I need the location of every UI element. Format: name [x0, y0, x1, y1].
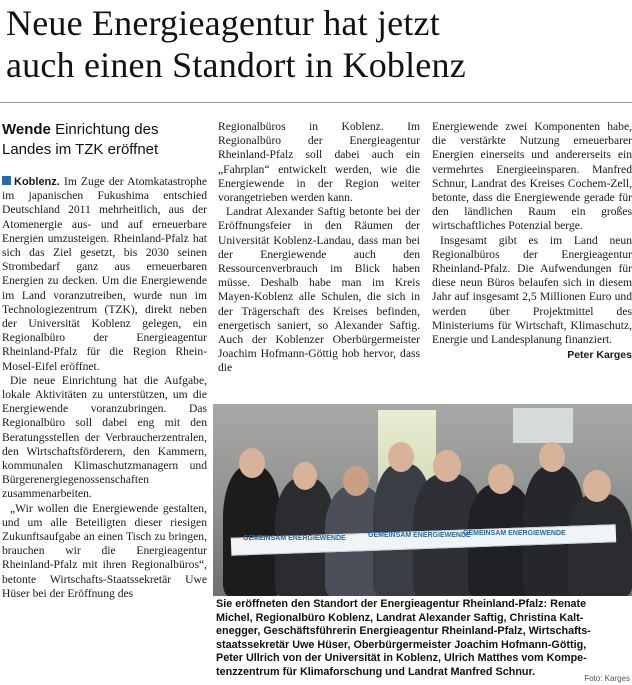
- article-paragraph: „Wir wollen die Energiewende gestalten, und um alle Beteiligten dieser riesigen Zukunftsaufgabe an einen Tisch zu bringen, brauchen wir die Energieagentur Rheinland-Pfalz mit ihren Regionalbüros“, betonte Wirtschafts-Staatssekretär Uwe Hüser bei der Eröffnung des: [2, 501, 207, 600]
- article-paragraph: Regionalbüros in Koblenz. Im Regionalbüro der Energieagentur Rheinland-Pfalz soll dabei auch ein „Fahrplan“ entwickelt werden, wie die Energiewende in der Region weiter vorangetrieben werden kann.: [218, 120, 420, 205]
- dateline: Koblenz.: [14, 176, 60, 188]
- photo-person-head: [293, 462, 317, 490]
- photo-screen: [513, 408, 573, 443]
- photo-caption: [216, 598, 632, 680]
- subhead: [2, 120, 207, 160]
- subhead-kicker: Wende: [2, 121, 51, 138]
- ribbon-text-right: GEMEINSAM ENERGIEWENDE: [463, 530, 566, 537]
- photo-person-head: [433, 450, 461, 482]
- subhead-text: Einrichtung des Landes im TZK eröffnet: [2, 121, 159, 158]
- caption-line: enegger, Geschäftsführerin Energieagentur Rheinland-Pfalz, Wirtschafts-: [216, 625, 591, 638]
- article-paragraph: Landrat Alexander Saftig betonte bei der Eröffnungsfeier in den Räumen der Universität Koblenz-Landau, dass man bei der Energiewende auch den Ressourcenverbrauch im Blick haben müsse. Deshalb habe man im Kreis Mayen-Koblenz alle Schulen, die sich in der Trägerschaft des Kreises befinden, energetisch saniert, so Alexander Saftig. Auch der Koblenzer Oberbürgermeister Joachim Hofmann-Göttig hob hervor, dass die: [218, 205, 420, 375]
- ribbon-text-left: GEMEINSAM ENERGIEWENDE: [243, 535, 346, 542]
- article-paragraph: Die neue Einrichtung hat die Aufgabe, lokale Aktivitäten zu unterstützen, um die Energiewende voranzubringen. Das Regionalbüro soll dabei eng mit den Beratungsstellen der Verbraucherzentralen, den Wirtschaftsförderern, den Kammern, kommunalen Klimaschutzmanagern und Bürgerenergiegenossenschaften zusammenarbeiten.: [2, 373, 207, 501]
- headline-line-1: Neue Energieagentur hat jetzt: [6, 3, 440, 43]
- article-column-3: [432, 120, 632, 362]
- ribbon-text-center: GEMEINSAM ENERGIEWENDE: [368, 532, 471, 539]
- photo-person: [223, 466, 281, 596]
- caption-line: Michel, Regionalbüro Koblenz, Landrat Alexander Saftig, Christina Kalt-: [216, 611, 584, 624]
- caption-line: staatssekretär Uwe Hüser, Oberbürgermeister Joachim Hofmann-Göttig,: [216, 638, 587, 651]
- article-column-1: [2, 175, 207, 601]
- photo-person-head: [539, 442, 565, 472]
- photo-person-head: [488, 464, 514, 494]
- article-paragraph: Insgesamt gibt es im Land neun Regionalbüros der Energieagentur Rheinland-Pfalz. Die Aufwendungen für diese neun Büros belaufen sich in diesem Jahr auf insgesamt 2,5 Millionen Euro und werden über Projektmittel des Ministeriums für Wirtschaft, Klimaschutz, Energie und Landesplanung finanziert.: [432, 233, 632, 347]
- caption-line: Sie eröffneten den Standort der Energieagentur Rheinland-Pfalz: Renate: [216, 598, 587, 610]
- headline: [6, 2, 630, 86]
- photo-person-head: [583, 470, 611, 502]
- group-photo: [213, 404, 632, 596]
- paragraph-text: Im Zuge der Atomkatastrophe im japanischen Fukushima entschied Deutschland 2011 mehrheitlich, aus der Atomenergie aus- und auf erneuerbare Energien umzusteigen. Rheinland-Pfalz hat sich das Ziel gesetzt, bis 2030 seinen Strombedarf ganz aus erneuerbaren Energien zu decken. Um die Energiewende im Land voranzutreiben, wurde nun im Technologiezentrum (TZK), direkt neben der Universität Koblenz gelegen, ein Regionalbüro der Energieagentur Rheinland-Pfalz für die Region Rhein-Mosel-Eifel eröffnet.: [2, 175, 207, 373]
- author-byline: Peter Karges: [567, 349, 632, 362]
- caption-line: tenzzentrum für Klimaforschung und Landrat Manfred Schnur.: [216, 665, 536, 678]
- article-paragraph: Energiewende zwei Komponenten habe, die verstärkte Nutzung erneuerbarer Energien einerseits und andererseits ein vermehrtes Energieeinsparen. Manfred Schnur, Landrat des Kreises Cochem-Zell, betonte, dass die Energiewende gerade für den ländlichen Raum ein großes wirtschaftliches Potenzial berge.: [432, 120, 632, 233]
- photo-person: [568, 494, 632, 596]
- caption-line: Peter Ullrich von der Universität in Koblenz, Ulrich Matthes vom Kompe-: [216, 652, 587, 665]
- photo-person-head: [343, 466, 369, 496]
- article-paragraph: [2, 175, 207, 374]
- headline-rule: [0, 102, 632, 103]
- photo-person-head: [388, 442, 414, 472]
- bullet-square-icon: [2, 176, 11, 185]
- headline-line-2: auch einen Standort in Koblenz: [6, 45, 466, 85]
- photo-credit: Foto: Karges: [584, 674, 630, 683]
- article-column-2: [218, 120, 420, 376]
- photo-person-head: [239, 448, 265, 478]
